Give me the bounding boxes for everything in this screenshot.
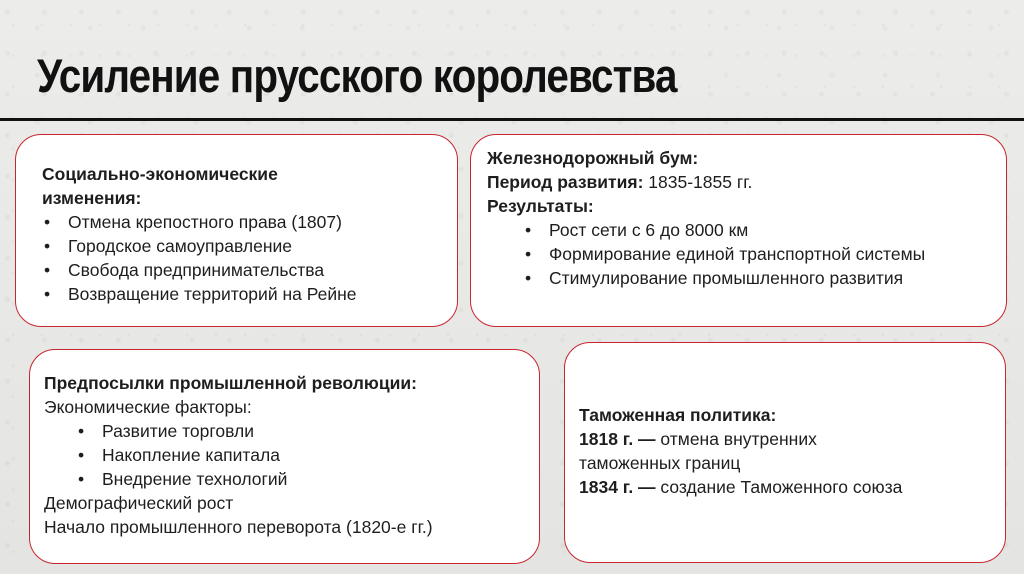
list-item: • Формирование единой транспортной системы: [549, 242, 969, 266]
customs-policy-box: [564, 342, 1006, 563]
period-value: 1835-1855 гг.: [643, 172, 753, 192]
page-title: Усиление прусского королевства: [37, 49, 677, 102]
social-economic-list: [42, 210, 457, 306]
railway-heading: Железнодорожный бум:: [487, 148, 699, 168]
customs-1818: [579, 427, 879, 475]
list-item: • Отмена крепостного права (1807): [68, 210, 457, 234]
demographic-growth: Демографический рост: [44, 493, 234, 513]
period-label: Период развития:: [487, 172, 644, 192]
customs-1834-text: создание Таможенного союза: [655, 477, 903, 497]
social-economic-box: [15, 134, 458, 327]
customs-1834: [579, 475, 1005, 499]
railway-boom-box: [470, 134, 1007, 327]
list-item: • Стимулирование промышленного развития: [549, 266, 969, 290]
list-item: • Внедрение технологий: [102, 467, 539, 491]
social-economic-heading: Социально-экономические изменения:: [42, 164, 278, 208]
railway-results-list: [487, 218, 969, 290]
industrial-prerequisites-box: [29, 349, 540, 564]
list-item: • Развитие торговли: [102, 419, 539, 443]
list-item: • Накопление капитала: [102, 443, 539, 467]
title-underline: [0, 118, 1024, 121]
customs-heading: Таможенная политика:: [579, 405, 777, 425]
year-1818: 1818 г. —: [579, 429, 656, 449]
railway-period: [487, 170, 1006, 194]
list-item: • Городское самоуправление: [68, 234, 457, 258]
economic-factors-list: [44, 419, 539, 491]
list-item: • Возвращение территорий на Рейне: [68, 282, 457, 306]
list-item: • Свобода предпринимательства: [68, 258, 457, 282]
industrial-revolution-start: Начало промышленного переворота (1820-е гг.): [44, 517, 433, 537]
customs-1818-text: отмена внутренних таможенных границ: [579, 429, 817, 473]
prereq-heading: Предпосылки промышленной революции:: [44, 373, 417, 393]
list-item: • Рост сети с 6 до 8000 км: [549, 218, 969, 242]
economic-factors-label: Экономические факторы:: [44, 397, 252, 417]
results-label: Результаты:: [487, 196, 594, 216]
year-1834: 1834 г. —: [579, 477, 656, 497]
